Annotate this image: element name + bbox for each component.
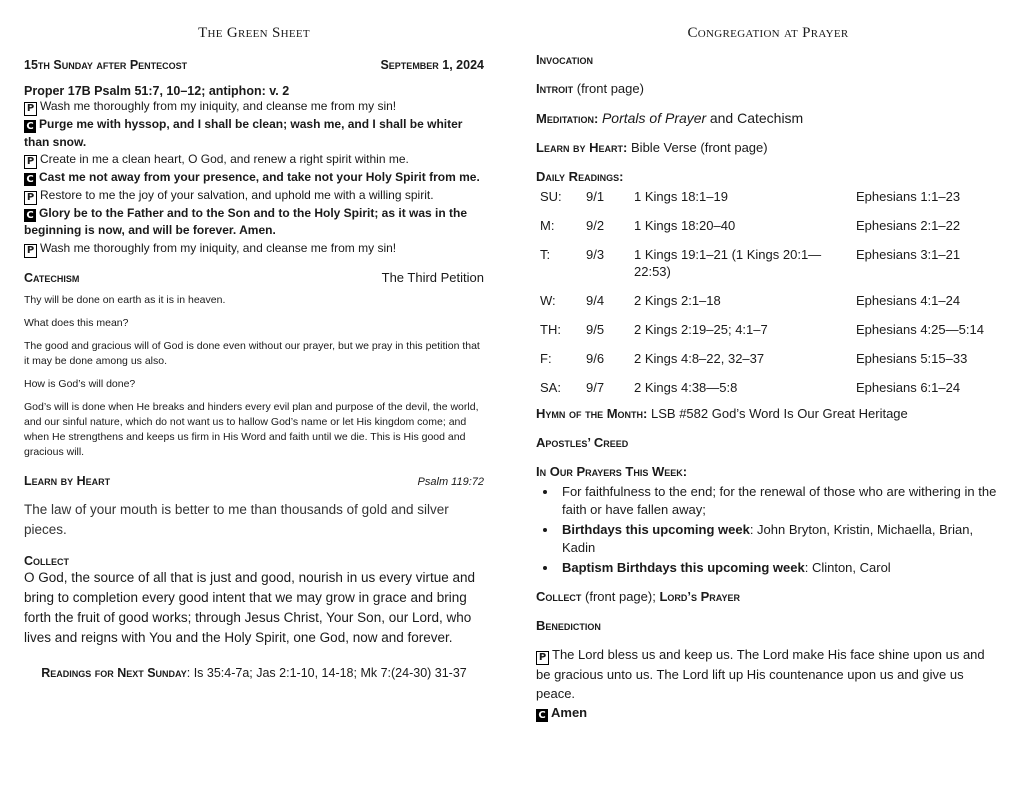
reading-nt: Ephesians 1:1–23 — [856, 189, 961, 204]
table-row — [540, 321, 996, 350]
congregation-marker-icon: C — [24, 173, 36, 186]
pastor-marker-icon: P — [24, 102, 37, 116]
reading-nt: Ephesians 6:1–24 — [856, 380, 961, 395]
table-row — [540, 292, 996, 321]
reading-date: 9/6 — [586, 351, 605, 366]
collect-text: O God, the source of all that is just and good, nourish in us every virtue and bring to completion every good intent that we may grow in grace and bring forth the fruit of good works; through Jesus Christ, Your Son, our Lord, who lives and reigns with You and the Holy Spirit, one God, now and forever. — [24, 569, 476, 645]
benediction-label: Benediction — [536, 618, 601, 633]
reading-nt: Ephesians 3:1–21 — [856, 247, 961, 262]
meditation-title: Portals of Prayer — [601, 110, 707, 126]
collect-label: Collect — [536, 589, 582, 604]
daily-label: Daily Readings: — [536, 169, 624, 184]
meditation-rest: and Catechism — [709, 110, 804, 126]
reading-nt: Ephesians 2:1–22 — [856, 218, 961, 233]
benediction-text: P The Lord bless us and keep us. The Lord make His face shine upon us and be gracious unto us. The Lord lift up His countenance upon us and give us peace. — [536, 647, 985, 701]
service-date: September 1, 2024 — [380, 58, 484, 72]
reading-date: 9/7 — [586, 380, 605, 395]
reading-day: SU: — [540, 189, 562, 204]
collect-text: (front page); — [585, 589, 656, 604]
reading-date: 9/1 — [586, 189, 605, 204]
reading-ot: 1 Kings 19:1–21 (1 Kings 20:1— 22:53) — [634, 247, 822, 279]
readings-next-sunday: Readings for Next Sunday: Is 35:4-7a; Jas 2:1-10, 14-18; Mk 7:(24-30) 31-37 — [41, 665, 467, 680]
psalm-line: C Purge me with hyssop, and I shall be clean; wash me, and I shall be whiter than snow. — [24, 117, 463, 149]
table-row — [540, 379, 996, 408]
apostles-creed — [536, 435, 1000, 450]
reading-date: 9/2 — [586, 218, 605, 233]
meditation — [536, 110, 1000, 126]
reading-day: T: — [540, 247, 551, 262]
catechism-line: The good and gracious will of God is done even without our prayer, but we pray in this petition that it may be done among us also. — [24, 339, 480, 367]
psalm-line: C Cast me not away from your presence, and take not your Holy Spirit from me. — [24, 169, 484, 187]
lords-prayer-label: Lord’s Prayer — [659, 589, 740, 604]
page-title: The Green Sheet — [198, 25, 310, 41]
reading-day: W: — [540, 293, 556, 308]
pastor-marker-icon: P — [24, 155, 37, 169]
psalm-line: P Create in me a clean heart, O God, and renew a right spirit within me. — [24, 151, 484, 169]
collect-heading: Collect — [24, 553, 70, 568]
learn-text: Bible Verse (front page) — [631, 140, 768, 155]
congregation-marker-icon: C — [536, 709, 548, 722]
catechism-subtitle: The Third Petition — [381, 269, 484, 285]
psalm-line: P Restore to me the joy of your salvation, and uphold me with a willing spirit. — [24, 187, 484, 205]
catechism-line: Thy will be done on earth as it is in heaven. — [24, 293, 226, 306]
hymn-text: LSB #582 God’s Word Is Our Great Heritage — [651, 406, 908, 421]
psalm-line: P Wash me thoroughly from my iniquity, and cleanse me from my sin! — [24, 240, 484, 258]
daily-readings — [536, 169, 1000, 184]
reading-ot: 2 Kings 2:19–25; 4:1–7 — [634, 322, 768, 337]
pastor-marker-icon: P — [24, 244, 37, 258]
catechism-heading: Catechism — [24, 270, 80, 285]
readings-text: Is 35:4-7a; Jas 2:1-10, 14-18; Mk 7:(24-30) 31-37 — [193, 665, 467, 680]
prayers-list — [536, 483, 1000, 577]
congregation-marker-icon: C — [24, 120, 36, 133]
daily-readings-table — [540, 188, 996, 408]
reading-ot: 2 Kings 4:38—5:8 — [634, 380, 738, 395]
reading-nt: Ephesians 5:15–33 — [856, 351, 968, 366]
left-page — [24, 0, 484, 682]
pastor-marker-icon: P — [24, 191, 37, 205]
table-row — [540, 188, 996, 217]
introit — [536, 81, 1000, 96]
prayers-section — [536, 464, 1000, 479]
reading-date: 9/5 — [586, 322, 605, 337]
reading-day: M: — [540, 218, 555, 233]
reading-date: 9/3 — [586, 247, 605, 262]
reading-day: SA: — [540, 380, 561, 395]
learn-heading: Learn by Heart — [24, 473, 111, 488]
list-item: • For faithfulness to the end; for the renewal of those who are withering in the faith or have fallen away; — [558, 483, 1000, 519]
creed-label: Apostles’ Creed — [536, 435, 629, 450]
catechism-header — [24, 270, 484, 285]
proper-heading: Proper 17B Psalm 51:7, 10–12; antiphon: v. 2 — [24, 84, 290, 98]
table-row — [540, 246, 996, 292]
reading-day: TH: — [540, 322, 561, 337]
learn-header — [24, 474, 484, 488]
amen-line: C Amen — [536, 703, 1000, 722]
invocation-label: Invocation — [536, 52, 593, 67]
sunday-name: 15th Sunday after Pentecost — [24, 58, 188, 72]
readings-label: Readings for Next Sunday — [41, 665, 187, 680]
hymn-of-month — [536, 406, 1000, 421]
reading-nt: Ephesians 4:1–24 — [856, 293, 961, 308]
table-row — [540, 350, 996, 379]
psalm-line: P Wash me thoroughly from my iniquity, and cleanse me from my sin! — [24, 98, 484, 116]
meditation-label: Meditation: — [536, 111, 599, 126]
header-row — [24, 58, 484, 72]
reading-ot: 2 Kings 4:8–22, 32–37 — [634, 351, 765, 366]
invocation — [536, 52, 1000, 67]
psalm-line: C Glory be to the Father and to the Son and to the Holy Spirit; as it was in the beginning is now, and will be forever. Amen. — [24, 205, 468, 237]
list-item: • Birthdays this upcoming week: John Bryton, Kristin, Michaella, Brian, Kadin — [558, 521, 1000, 557]
catechism-line: God’s will is done when He breaks and hinders every evil plan and purpose of the devil, the world, and our sinful nature, which do not want us to hallow God’s name or let His kingdom come; and when He strengthens and keeps us firm in His Word and faith until we die. This is His good and gracious will. — [24, 400, 479, 458]
catechism-line: How is God’s will done? — [24, 377, 136, 390]
reading-day: F: — [540, 351, 552, 366]
psalm-responsive — [24, 98, 484, 258]
learn-verse: The law of your mouth is better to me than thousands of gold and silver pieces. — [24, 501, 449, 537]
hymn-label: Hymn of the Month: — [536, 406, 648, 421]
prayer-title: Congregation at Prayer — [687, 25, 849, 41]
list-item: • Baptism Birthdays this upcoming week: Clinton, Carol — [558, 559, 1000, 577]
reading-ot: 2 Kings 2:1–18 — [634, 293, 721, 308]
reading-date: 9/4 — [586, 293, 605, 308]
collect-lords-prayer — [536, 589, 1000, 604]
collect-section — [24, 554, 484, 568]
reading-ot: 1 Kings 18:1–19 — [634, 189, 728, 204]
benediction — [536, 618, 1000, 633]
learn-reference: Psalm 119:72 — [417, 475, 484, 488]
reading-ot: 1 Kings 18:20–40 — [634, 218, 736, 233]
introit-text: (front page) — [576, 81, 644, 96]
learn-by-heart — [536, 140, 1000, 155]
pastor-marker-icon: P — [536, 651, 549, 665]
congregation-marker-icon: C — [24, 209, 36, 222]
catechism-line: What does this mean? — [24, 316, 129, 329]
introit-label: Introit — [536, 81, 574, 96]
table-row — [540, 217, 996, 246]
reading-nt: Ephesians 4:25—5:14 — [856, 322, 984, 337]
right-page — [536, 0, 1000, 722]
prayers-label: In Our Prayers This Week: — [536, 464, 688, 479]
learn-label: Learn by Heart: — [536, 140, 628, 155]
